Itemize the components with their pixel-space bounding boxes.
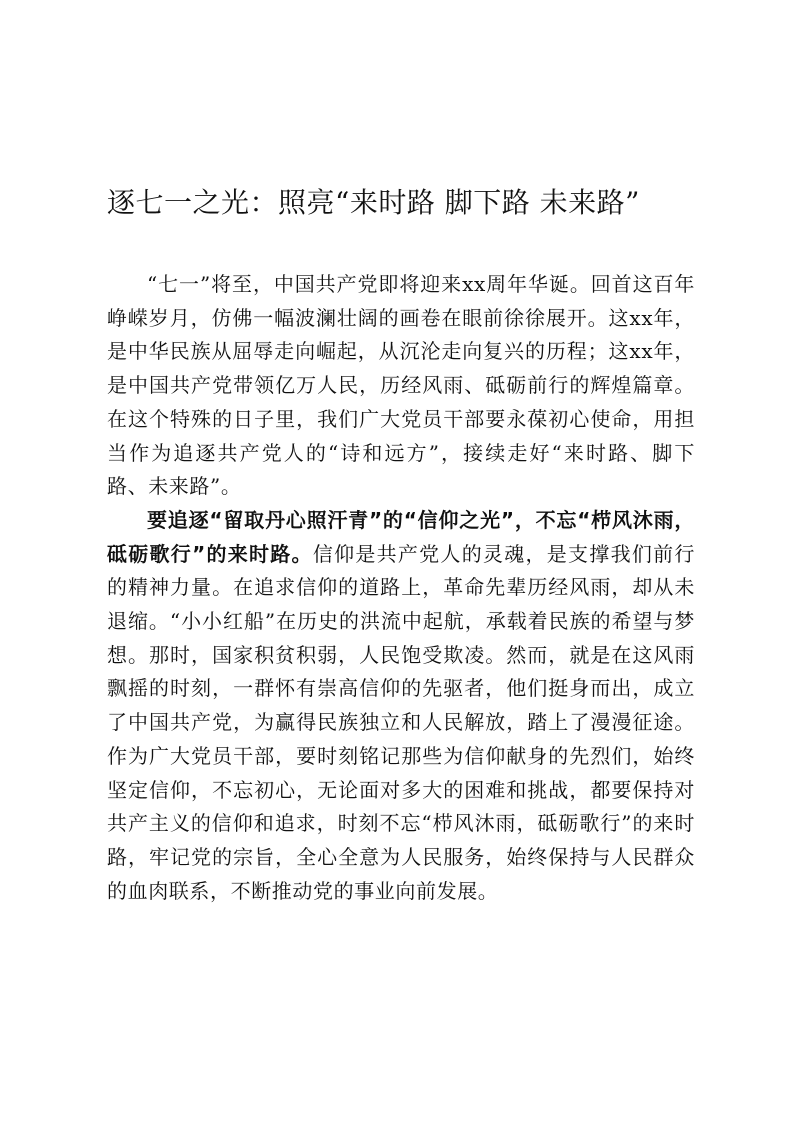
paragraph-intro-text: “七一”将至，中国共产党即将迎来xx周年华诞。回首这百年峥嵘岁月，仿佛一幅波澜壮阔的画卷在眼前徐徐展开。这xx年，是中华民族从屈辱走向崛起，从沉沦走向复兴的历程；这xx年，是中国共产党带领亿万人民，历经风雨、砥砺前行的辉煌篇章。在这个特殊的日子里，我们广大党员干部要永葆初心使命，用担当作为追逐共产党人的“诗和远方”，接续走好“来时路、脚下路、未来路”。 [107,272,695,499]
paragraph-intro [107,268,695,504]
paragraph-faith-lead: 要追逐“留取丹心照汗青”的“信仰之光”，不忘“栉风沐雨，砥砺歌行”的来时路。 [107,507,695,566]
paragraph-faith [107,504,695,908]
article-body [107,268,695,908]
paragraph-faith-text: 信仰是共产党人的灵魂，是支撑我们前行的精神力量。在追求信仰的道路上，革命先辈历经风雨，却从未退缩。“小小红船”在历史的洪流中起航，承载着民族的希望与梦想。那时，国家积贫积弱，人民饱受欺凌。然而，就是在这风雨飘摇的时刻，一群怀有崇高信仰的先驱者，他们挺身而出，成立了中国共产党，为赢得民族独立和人民解放，踏上了漫漫征途。作为广大党员干部，要时刻铭记那些为信仰献身的先烈们，始终坚定信仰，不忘初心，无论面对多大的困难和挑战，都要保持对共产主义的信仰和追求，时刻不忘“栉风沐雨，砥砺歌行”的来时路，牢记党的宗旨，全心全意为人民服务，始终保持与人民群众的血肉联系，不断推动党的事业向前发展。 [107,541,695,903]
page-title: 逐七一之光：照亮“来时路 脚下路 未来路” [107,186,640,219]
